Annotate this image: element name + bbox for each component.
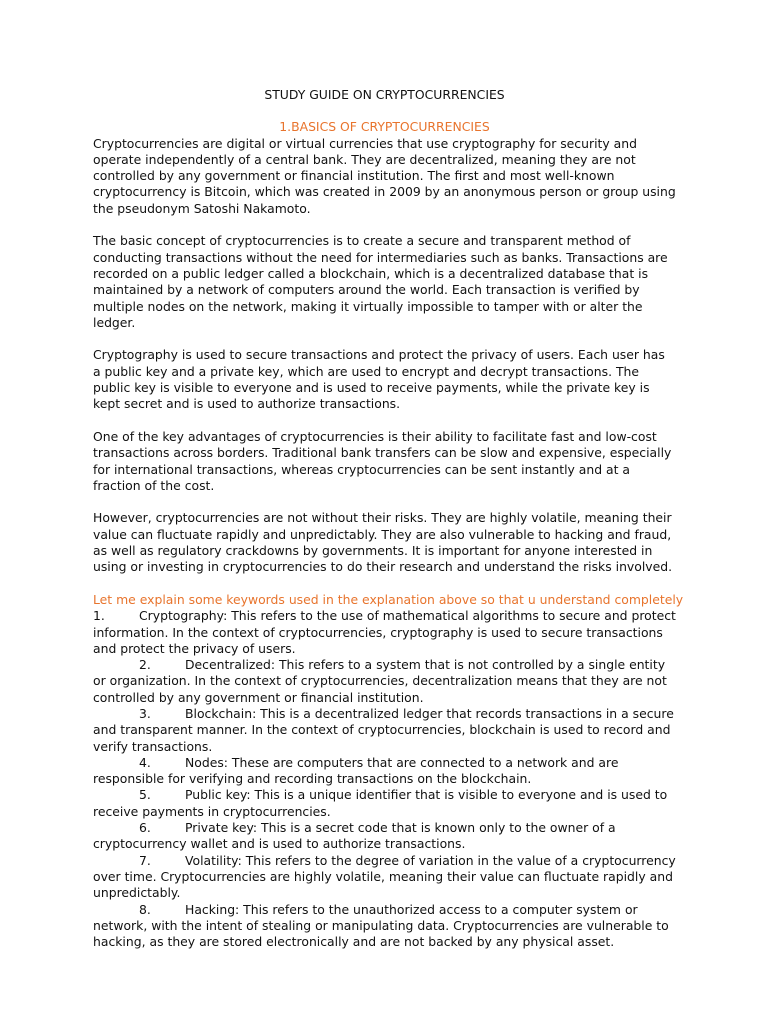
keyword-number: 8. [139,901,151,917]
keyword-text: Nodes: These are computers that are connected to a network and are responsible for verifying and recording transactions on the blockchain. [93,754,619,787]
keyword-item [93,902,676,951]
keyword-text: Hacking: This refers to the unauthorized access to a computer system or network, with the intent of stealing or manipulating data. Cryptocurrencies are vulnerable to hacking, as they are stored electronically and are not backed by any physical asset. [93,901,669,950]
paragraph: Cryptocurrencies are digital or virtual currencies that use cryptography for security and operate independently of a central bank. They are decentralized, meaning they are not controlled by any government or financial institution. The first and most well-known cryptocurrency is Bitcoin, which was created in 2009 by an anonymous person or group using the pseudonym Satoshi Nakamoto. [93,135,676,216]
keyword-item [93,608,676,657]
keyword-number: 1. [93,608,105,624]
keyword-number: 2. [139,657,151,673]
keywords-heading: Let me explain some keywords used in the explanation above so that u understand completely [93,591,684,607]
keyword-item [93,853,676,902]
keyword-text: Blockchain: This is a decentralized ledger that records transactions in a secure and transparent manner. In the context of cryptocurrencies, blockchain is used to record and verify transactions. [93,705,674,754]
paragraph: Cryptography is used to secure transactions and protect the privacy of users. Each user has a public key and a private key, which are used to encrypt and decrypt transactions. The public key is visible to everyone and is used to receive payments, while the private key is kept secret and is used to authorize transactions. [93,347,665,412]
paragraph: However, cryptocurrencies are not without their risks. They are highly volatile, meaning their value can fluctuate rapidly and unpredictably. They are also vulnerable to hacking and fraud, as well as regulatory crackdowns by governments. It is important for anyone interested in using or investing in cryptocurrencies to do their research and understand the risks involved. [93,510,673,575]
keyword-number: 7. [139,852,151,868]
keyword-number: 4. [139,754,151,770]
paragraph: One of the key advantages of cryptocurrencies is their ability to facilitate fast and low-cost transactions across borders. Traditional bank transfers can be slow and expensive, especially for international transactions, whereas cryptocurrencies can be sent instantly and at a fraction of the cost. [93,428,672,493]
keyword-number: 6. [139,820,151,836]
paragraph: The basic concept of cryptocurrencies is to create a secure and transparent method of conducting transactions without the need for intermediaries such as banks. Transactions are recorded on a public ledger called a blockchain, which is a decentralized database that is maintained by a network of computers around the world. Each transaction is verified by multiple nodes on the network, making it virtually impossible to tamper with or alter the ledger. [93,233,668,330]
keyword-item [93,657,676,706]
keyword-item [93,787,676,820]
keyword-number: 3. [139,705,151,721]
keyword-text: Volatility: This refers to the degree of variation in the value of a cryptocurrency over time. Cryptocurrencies are highly volatile, meaning their value can fluctuate rapidly and unpredictably. [93,852,676,901]
keyword-item [93,706,676,755]
document-title: STUDY GUIDE ON CRYPTOCURRENCIES [264,87,505,102]
keyword-item [93,755,676,788]
keyword-text: Private key: This is a secret code that is known only to the owner of a cryptocurrency wallet and is used to authorize transactions. [93,820,616,852]
section-heading: 1.BASICS OF CRYPTOCURRENCIES [279,119,490,135]
keyword-item [93,820,676,853]
keyword-text: Public key: This is a unique identifier that is visible to everyone and is used to receive payments in cryptocurrencies. [93,787,668,819]
keyword-text: Decentralized: This refers to a system that is not controlled by a single entity or organization. In the context of cryptocurrencies, decentralization means that they are not controlled by any government or financial institution. [93,657,667,705]
keyword-text: Cryptography: This refers to the use of mathematical algorithms to secure and protect information. In the context of cryptocurrencies, cryptography is used to secure transactions and protect the privacy of users. [93,608,676,656]
keyword-number: 5. [139,787,151,803]
document-body [93,87,684,950]
